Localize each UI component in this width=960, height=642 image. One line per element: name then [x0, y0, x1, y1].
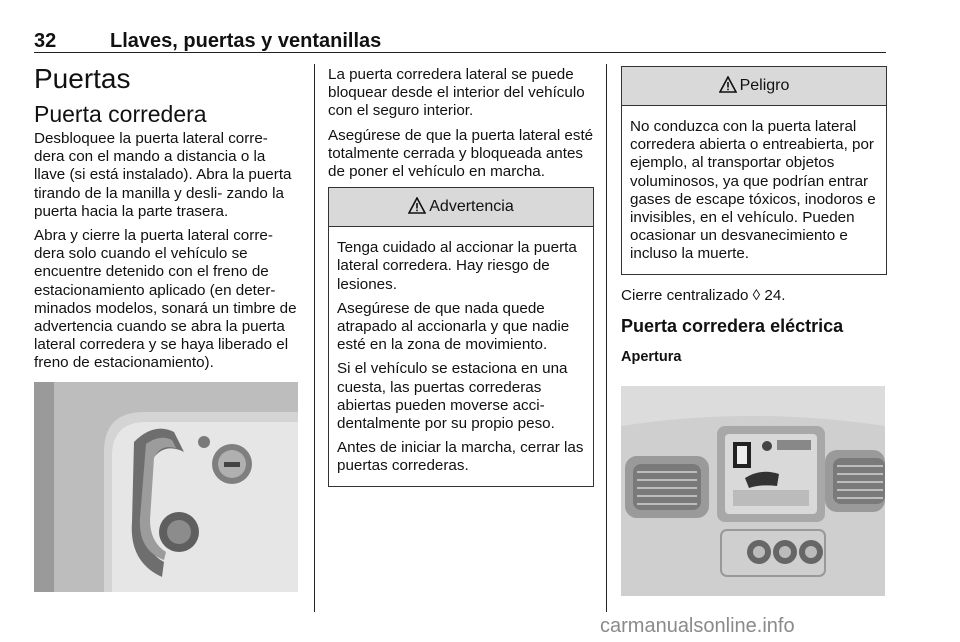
- warning-paragraph: Antes de iniciar la marcha, cerrar las puertas correderas.: [337, 439, 584, 475]
- cross-reference: Cierre centralizado ◊ 24.: [621, 286, 786, 304]
- warning-triangle-icon: [719, 70, 737, 108]
- dashboard-illustration: [621, 386, 885, 596]
- warning-box: [328, 187, 594, 486]
- dashboard-figure: [621, 386, 885, 596]
- column-3: [621, 60, 887, 365]
- door-handle-figure: [34, 382, 298, 592]
- section-title: Llaves, puertas y ventanillas: [110, 30, 382, 52]
- warning-box-body: [329, 227, 593, 485]
- paragraph: La puerta corredera lateral se puede bloquear desde el interior del vehículo con el seguro interior.: [328, 66, 585, 120]
- danger-box-header: [622, 67, 886, 106]
- warning-triangle-icon: [408, 191, 426, 229]
- page-header: [34, 30, 886, 52]
- danger-box: [621, 66, 887, 275]
- warning-paragraph: Asegúrese de que nada quede atrapado al accionarla y que nadie esté en la zona de movimiento.: [337, 299, 570, 354]
- watermark: carmanualsonline.info: [600, 615, 795, 637]
- page-number: 32: [34, 30, 57, 52]
- paragraph: Abra y cierre la puerta lateral corre- dera solo cuando el vehículo se encuentre detenido con el freno de estacionamiento aplicado (en deter- minados modelos, sonará un timbre de advertencia cuando se abra la puerta lateral corredera y se haya liberado el freno de estacionamiento).: [34, 227, 297, 372]
- danger-paragraph: No conduzca con la puerta lateral corredera abierta o entreabierta, por ejemplo, al transportar objetos voluminosos, ya que podrían entrar gases de escape tóxicos, inodoros e invisibles, en el vehículo. Pueden ocasionar un desvanecimiento e incluso la muerte.: [630, 118, 876, 263]
- door-handle-illustration: [34, 382, 298, 592]
- minor-heading-apertura: Apertura: [621, 348, 682, 365]
- warning-paragraph: Si el vehículo se estaciona en una cuesta, las puertas correderas abiertas pueden moverse acci- dentalmente por su propio peso.: [337, 360, 568, 433]
- column-1: [34, 60, 300, 379]
- warning-paragraph: Tenga cuidado al accionar la puerta lateral corredera. Hay riesgo de lesiones.: [337, 239, 577, 293]
- heading-puertas: Puertas: [34, 63, 131, 94]
- warning-title: Advertencia: [429, 198, 514, 216]
- header-rule: [34, 52, 886, 53]
- subheading-puerta-corredera: Puerta corredera: [34, 101, 207, 127]
- column-divider: [314, 64, 315, 612]
- column-2: [328, 66, 594, 487]
- warning-box-header: [329, 188, 593, 227]
- danger-title: Peligro: [739, 77, 790, 94]
- danger-box-body: [622, 106, 886, 274]
- subheading-puerta-electrica: Puerta corredera eléctrica: [621, 315, 844, 336]
- paragraph: Desbloquee la puerta lateral corre- dera con el mando a distancia o la llave (si está instalado). Abra la puerta tirando de la manilla y desli- zando la puerta hacia la parte trasera.: [34, 130, 292, 220]
- paragraph: Asegúrese de que la puerta lateral esté totalmente cerrada y bloqueada antes de poner el vehículo en marcha.: [328, 126, 594, 181]
- column-divider: [606, 64, 607, 612]
